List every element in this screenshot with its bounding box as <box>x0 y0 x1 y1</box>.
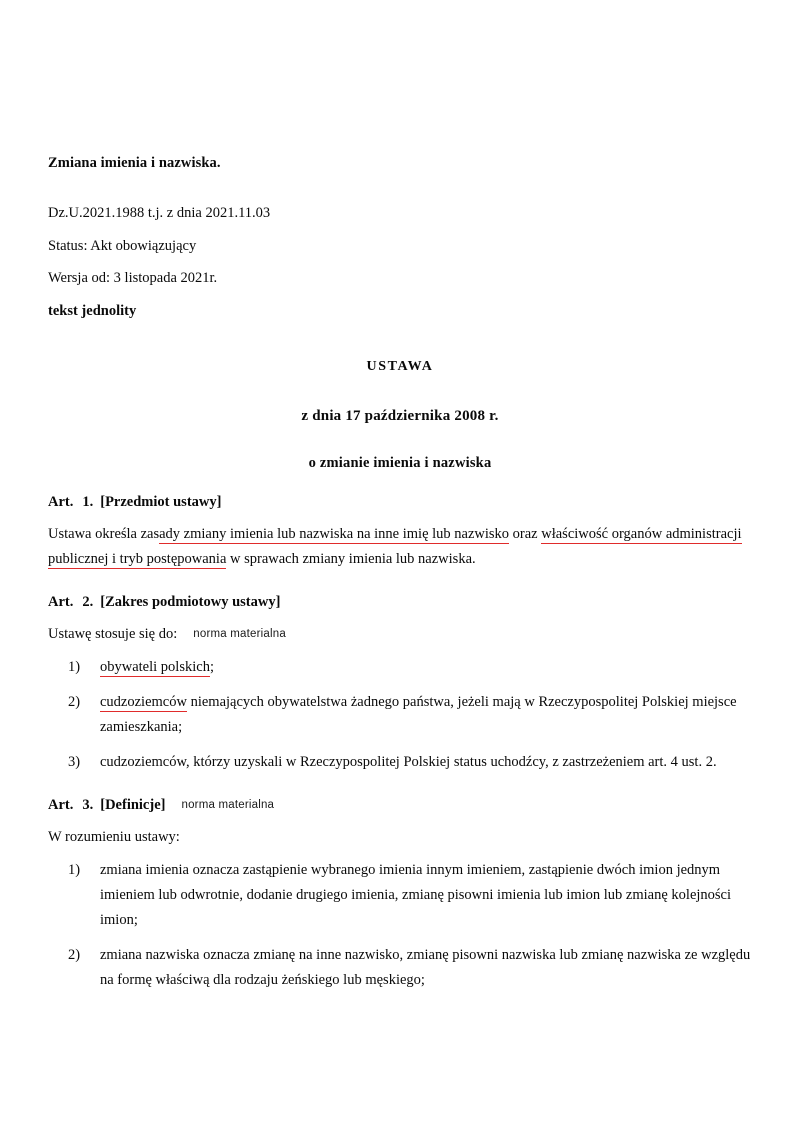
list-item-text <box>100 947 750 988</box>
act-title-block <box>48 359 752 472</box>
list-item-segment: zmiana imienia oznacza zastąpienie wybranego imienia innym imieniem, zastąpienie dwóch imion jednym imieniem lub odwrotnie, dodanie drugiego imienia, zmianę pisowni imienia lub imion lub zmianę kolejności imion; <box>100 862 732 928</box>
document-title: Zmiana imienia i nazwiska. <box>48 155 221 171</box>
list-item-text <box>100 754 717 770</box>
list-item-text <box>100 659 214 677</box>
list-item-marker: 2) <box>68 947 81 963</box>
list-item <box>48 750 752 775</box>
list-item-marker: 2) <box>68 694 81 710</box>
list-item <box>48 655 752 680</box>
article-body-segment: oraz <box>509 526 542 542</box>
article-label: [Przedmiot ustawy] <box>100 494 222 510</box>
list-item <box>48 858 752 933</box>
article-annotation-note: norma materialna <box>193 628 286 640</box>
article-heading <box>48 594 752 611</box>
articles-container <box>48 494 752 993</box>
article-lead-in <box>48 622 752 647</box>
list-item-segment: ; <box>209 659 214 675</box>
list-item <box>48 690 752 740</box>
list-item <box>48 943 752 993</box>
metadata-line-consolidated-text: tekst jednolity <box>48 302 137 319</box>
metadata-line-status: Status: Akt obowiązujący <box>48 237 197 254</box>
list-item-marker: 1) <box>68 862 81 878</box>
list-item-marker: 3) <box>68 754 81 770</box>
metadata-line-journal: Dz.U.2021.1988 t.j. z dnia 2021.11.03 <box>48 205 271 221</box>
act-name: USTAWA <box>366 359 434 374</box>
article-number: 1. <box>82 494 94 510</box>
act-subject: o zmianie imienia i nazwiska <box>308 455 492 471</box>
list-item-text <box>100 862 731 928</box>
article-number: 2. <box>82 594 94 610</box>
document-content <box>48 155 752 993</box>
list-item-segment: zmiana nazwiska oznacza zmianę na inne nazwisko, zmianę pisowni nazwiska lub zmianę nazwiska ze względu na formę właściwą dla rodzaju żeńskiego lub męskiego; <box>100 947 751 988</box>
article-label: [Definicje] <box>100 797 166 813</box>
article-section <box>48 494 752 572</box>
article-body-underlined-segment: ady zmiany imienia lub nazwiska na inne imię lub nazwisko <box>159 526 510 542</box>
article-word: Art. <box>48 797 74 813</box>
article-word: Art. <box>48 594 74 610</box>
article-body-underlined-segment: właściwość organów administracji publicznej i tryb postępowania <box>48 526 742 567</box>
act-date: z dnia 17 października 2008 r. <box>301 408 499 424</box>
article-section <box>48 797 752 993</box>
article-item-list <box>48 858 752 993</box>
article-heading <box>48 494 752 511</box>
article-word: Art. <box>48 494 74 510</box>
article-lead-in <box>48 825 752 850</box>
article-annotation-note: norma materialna <box>181 799 275 811</box>
list-item-underlined-segment: cudzoziemców <box>100 694 187 710</box>
article-body-segment: Ustawa określa zas <box>48 526 160 542</box>
list-item-text <box>100 694 737 735</box>
article-body-segment: w sprawach zmiany imienia lub nazwiska. <box>226 551 476 567</box>
list-item-segment: cudzoziemców, którzy uzyskali w Rzeczypospolitej Polskiej status uchodźcy, z zastrzeżeniem art. 4 ust. 2. <box>100 754 717 770</box>
article-section <box>48 594 752 775</box>
article-label: [Zakres podmiotowy ustawy] <box>100 594 281 610</box>
document-metadata <box>48 206 752 318</box>
metadata-line-version: Wersja od: 3 listopada 2021r. <box>48 270 218 286</box>
article-heading <box>48 797 752 814</box>
article-body-paragraph <box>48 522 752 572</box>
list-item-underlined-segment: obywateli polskich <box>100 659 210 675</box>
list-item-marker: 1) <box>68 659 81 675</box>
article-number: 3. <box>82 797 94 813</box>
article-lead-in-text: Ustawę stosuje się do: <box>48 626 178 642</box>
article-item-list <box>48 655 752 775</box>
article-lead-in-text: W rozumieniu ustawy: <box>48 829 180 845</box>
list-item-segment: niemających obywatelstwa żadnego państwa, jeżeli mają w Rzeczypospolitej Polskiej miejsce zamieszkania; <box>100 694 737 735</box>
